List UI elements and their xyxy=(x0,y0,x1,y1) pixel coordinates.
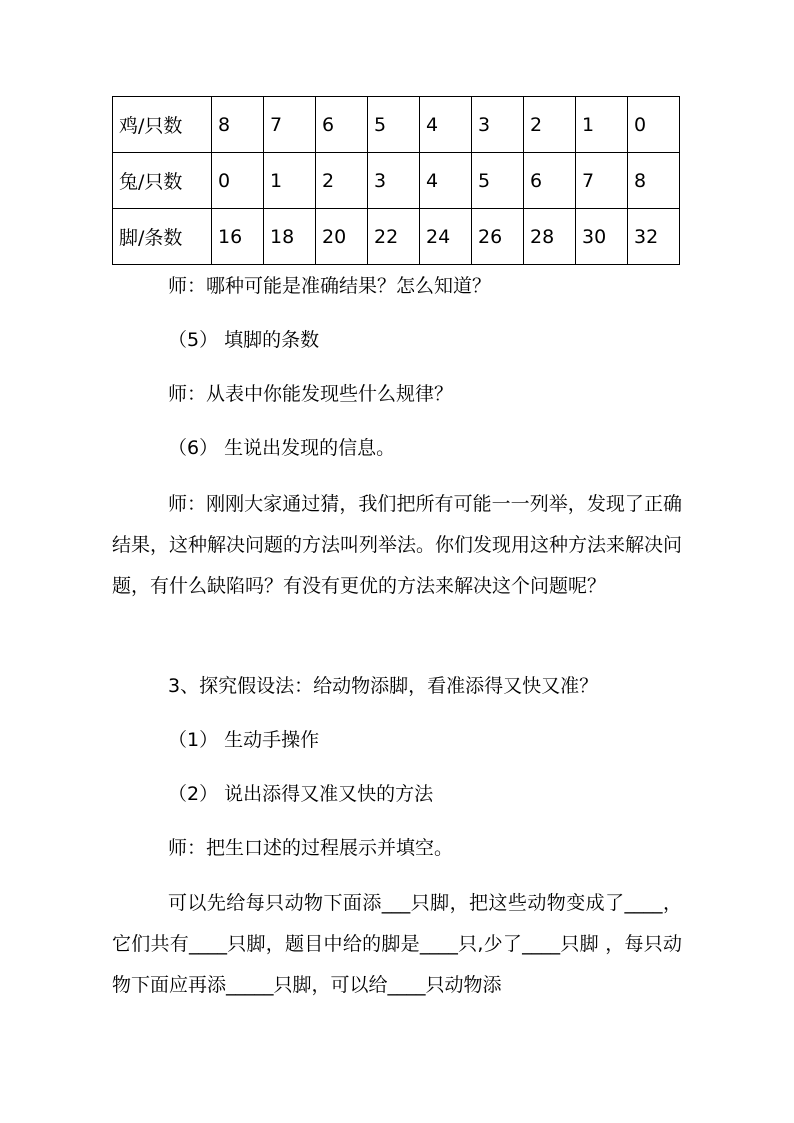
table-row-rabbit xyxy=(113,153,680,209)
table-cell: 16 xyxy=(212,209,264,265)
table-cell: 6 xyxy=(524,153,576,209)
table-cell: 4 xyxy=(420,97,472,153)
table-row-feet xyxy=(113,209,680,265)
table-cell: 1 xyxy=(264,153,316,209)
table-cell: 0 xyxy=(628,97,680,153)
step-6-share-findings: （6） 生说出发现的信息。 xyxy=(168,437,396,459)
table-cell: 1 xyxy=(576,97,628,153)
table-cell: 5 xyxy=(472,153,524,209)
chicken-rabbit-table xyxy=(112,96,680,265)
fill-in-blank-paragraph: 可以先给每只动物下面添___只脚，把这些动物变成了____，它们共有____只脚，题目中给的脚是____只,少了____只脚 ，每只动物下面应再添_____只脚，可以给____只动物添 xyxy=(112,892,682,996)
table-cell: 3 xyxy=(472,97,524,153)
teacher-question-pattern: 师：从表中你能发现些什么规律？ xyxy=(168,383,454,405)
table-cell: 2 xyxy=(316,153,368,209)
section-3-heading: 3、探究假设法：给动物添脚，看准添得又快又准？ xyxy=(168,675,599,697)
row-header: 兔/只数 xyxy=(113,153,212,209)
teacher-explain-enumeration: 师：刚刚大家通过猜，我们把所有可能一一列举，发现了正确结果，这种解决问题的方法叫列举法。你们发现用这种方法来解决问题，有什么缺陷吗？有没有更优的方法来解决这个问题呢？ xyxy=(112,493,683,597)
table-cell: 0 xyxy=(212,153,264,209)
table-cell: 3 xyxy=(368,153,420,209)
table-cell: 8 xyxy=(628,153,680,209)
table-cell: 18 xyxy=(264,209,316,265)
table-cell: 8 xyxy=(212,97,264,153)
step-5-fill-feet: （5） 填脚的条数 xyxy=(168,329,320,351)
table-cell: 6 xyxy=(316,97,368,153)
row-header: 脚/条数 xyxy=(113,209,212,265)
table-cell: 5 xyxy=(368,97,420,153)
step-1-hands-on: （1） 生动手操作 xyxy=(168,729,320,751)
table-cell: 22 xyxy=(368,209,420,265)
table-cell: 32 xyxy=(628,209,680,265)
table-cell: 24 xyxy=(420,209,472,265)
table-cell: 7 xyxy=(576,153,628,209)
table-cell: 28 xyxy=(524,209,576,265)
table-cell: 20 xyxy=(316,209,368,265)
teacher-display-fill-blank: 师：把生口述的过程展示并填空。 xyxy=(168,837,454,859)
table-cell: 26 xyxy=(472,209,524,265)
table-cell: 30 xyxy=(576,209,628,265)
table-cell: 4 xyxy=(420,153,472,209)
step-2-describe-method: （2） 说出添得又准又快的方法 xyxy=(168,783,434,805)
table-cell: 2 xyxy=(524,97,576,153)
table-cell: 7 xyxy=(264,97,316,153)
table-row-chicken xyxy=(113,97,680,153)
teacher-question-correct-result: 师：哪种可能是准确结果？怎么知道？ xyxy=(168,275,492,297)
row-header: 鸡/只数 xyxy=(113,97,212,153)
